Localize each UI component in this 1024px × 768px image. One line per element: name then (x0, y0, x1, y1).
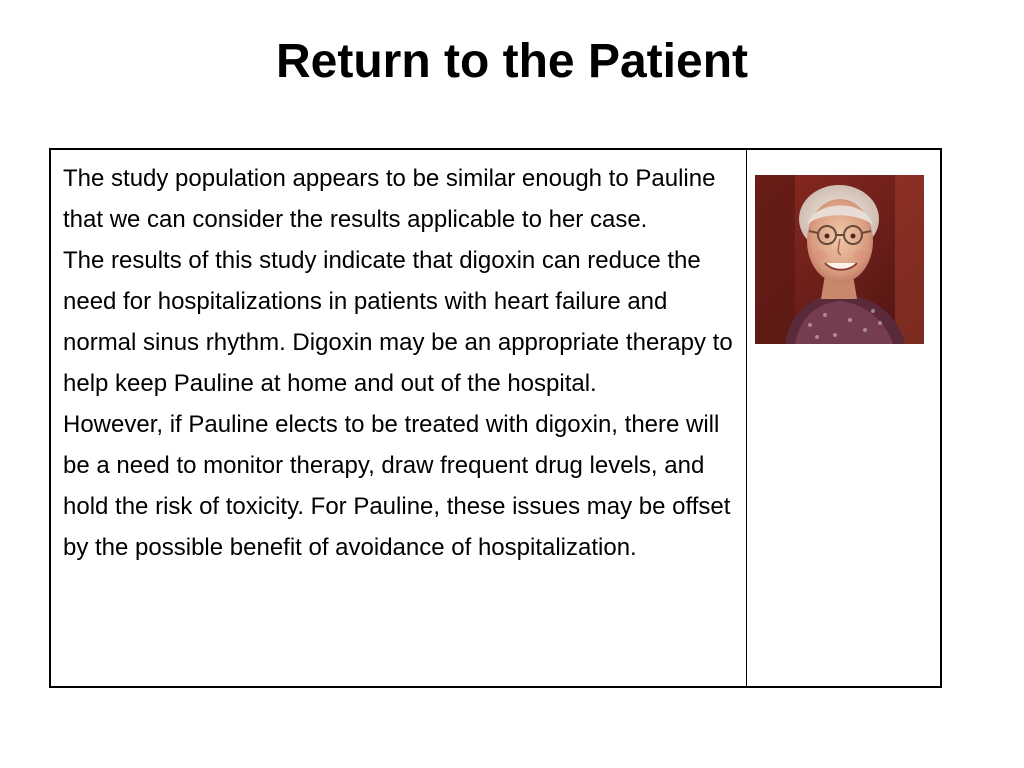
paragraph-study-population: The study population appears to be similar enough to Pauline that we can consider the results applicable to her case. (63, 165, 716, 233)
image-cell (747, 150, 940, 686)
paragraph-study-results: The results of this study indicate that digoxin can reduce the need for hospitalizations in patients with heart failure and normal sinus rhythm. Digoxin may be an appropriate therapy to help keep Pauline at home and out of the hospital. (63, 247, 733, 397)
paragraph-treatment-considerations: However, if Pauline elects to be treated with digoxin, there will be a need to monitor therapy, draw frequent drug levels, and hold the risk of toxicity. For Pauline, these issues may be offset by the possible benefit of avoidance of hospitalization. (63, 411, 731, 561)
text-cell (51, 150, 747, 686)
content-table (49, 148, 942, 688)
slide-title: Return to the Patient (275, 35, 748, 88)
patient-photo (755, 175, 924, 344)
